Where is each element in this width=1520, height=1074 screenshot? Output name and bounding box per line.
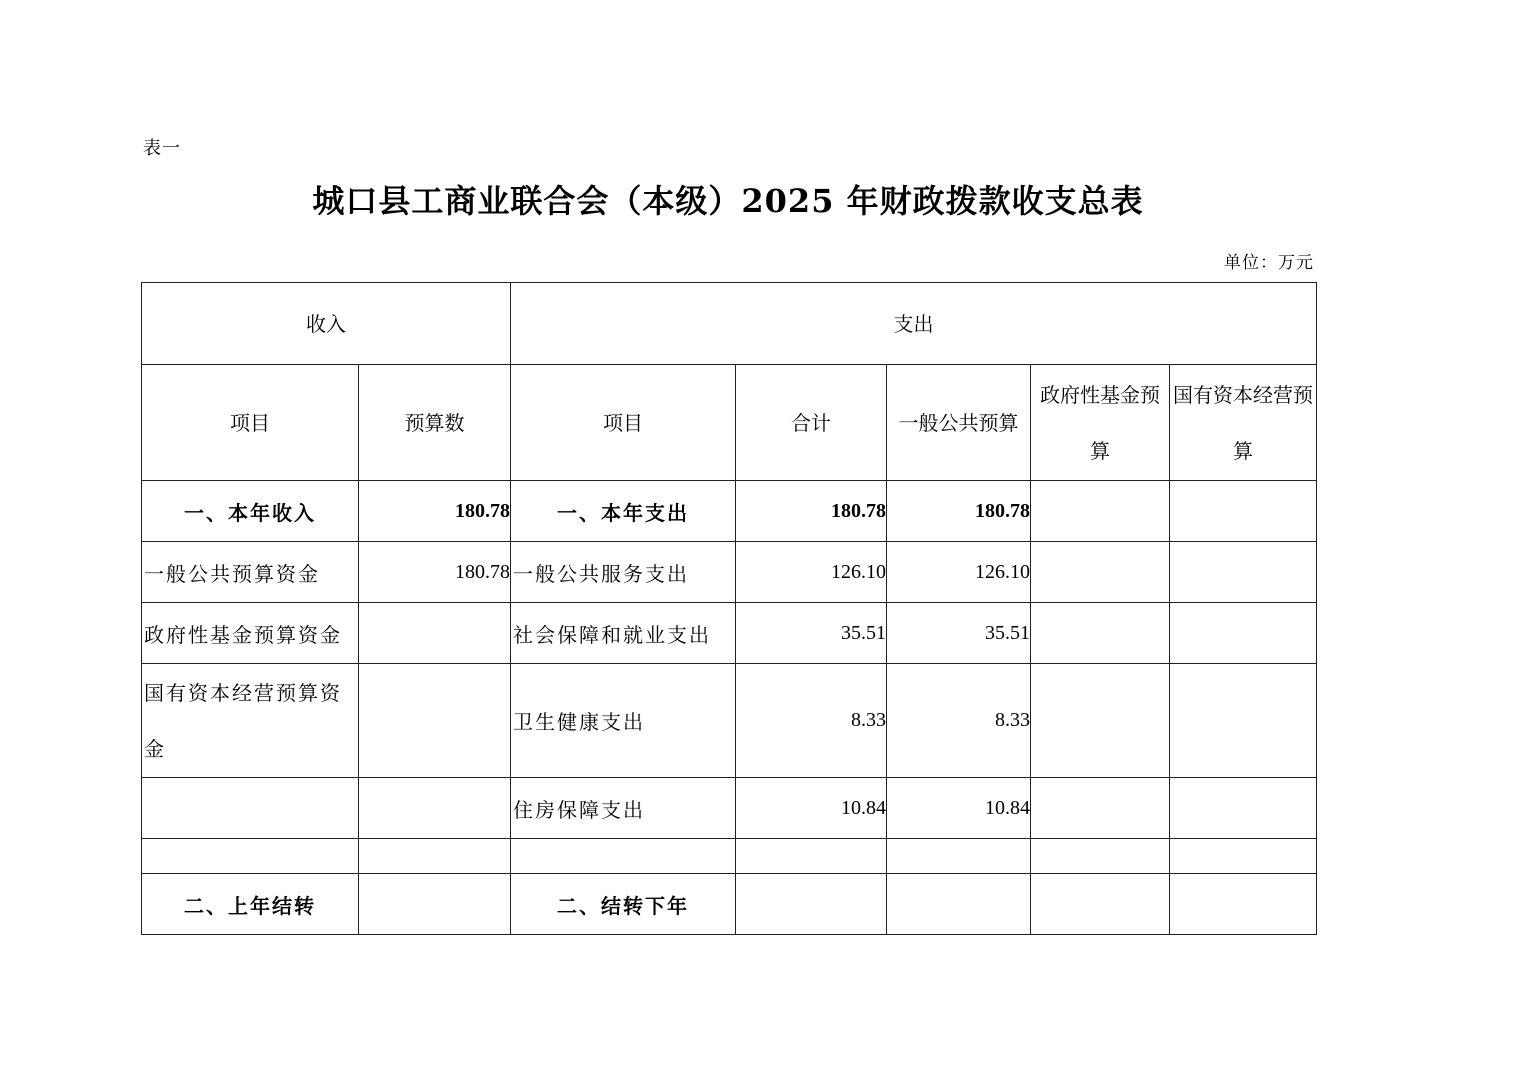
expense-item-cell: 一般公共服务支出 <box>511 542 736 603</box>
total-header: 合计 <box>736 365 887 481</box>
income-item-cell: 一般公共预算资金 <box>142 542 359 603</box>
gov-fund-cell <box>1031 874 1170 935</box>
page-title: 城口县工商业联合会（本级）2025 年财政拨款收支总表 <box>312 182 1144 220</box>
income-item-cell: 政府性基金预算资金 <box>142 603 359 664</box>
general-cell: 126.10 <box>887 542 1031 603</box>
gov-fund-cell <box>1031 664 1170 778</box>
header-row-columns <box>142 365 1317 481</box>
income-value-cell <box>359 839 511 874</box>
expense-item-cell: 社会保障和就业支出 <box>511 603 736 664</box>
table-label: 表一 <box>143 138 181 159</box>
state-capital-cell <box>1170 839 1317 874</box>
unit-label: 单位：万元 <box>1224 253 1314 273</box>
income-value-cell <box>359 778 511 839</box>
income-value-cell: 180.78 <box>359 481 511 542</box>
total-cell: 10.84 <box>736 778 887 839</box>
table-row <box>142 664 1317 778</box>
table-row <box>142 481 1317 542</box>
income-value-cell <box>359 603 511 664</box>
state-capital-cell <box>1170 542 1317 603</box>
income-item-cell: 一、本年收入 <box>142 481 359 542</box>
income-header: 收入 <box>142 283 511 365</box>
income-value-cell <box>359 664 511 778</box>
state-capital-cell <box>1170 603 1317 664</box>
total-cell: 180.78 <box>736 481 887 542</box>
income-item-cell <box>142 839 359 874</box>
expense-item-cell <box>511 839 736 874</box>
income-item-cell: 二、上年结转 <box>142 874 359 935</box>
state-capital-cell <box>1170 874 1317 935</box>
income-item-cell <box>142 778 359 839</box>
income-value-cell <box>359 874 511 935</box>
expense-item-cell: 二、结转下年 <box>511 874 736 935</box>
expense-item-cell: 一、本年支出 <box>511 481 736 542</box>
general-cell <box>887 839 1031 874</box>
table-row <box>142 874 1317 935</box>
gov-fund-cell <box>1031 481 1170 542</box>
general-cell: 180.78 <box>887 481 1031 542</box>
general-cell: 35.51 <box>887 603 1031 664</box>
income-budget-header: 预算数 <box>359 365 511 481</box>
general-cell <box>887 874 1031 935</box>
general-cell: 10.84 <box>887 778 1031 839</box>
table-row <box>142 542 1317 603</box>
income-value-cell: 180.78 <box>359 542 511 603</box>
state-capital-cell <box>1170 664 1317 778</box>
gov-fund-cell <box>1031 778 1170 839</box>
gov-fund-cell <box>1031 542 1170 603</box>
expense-item-cell: 住房保障支出 <box>511 778 736 839</box>
total-cell: 8.33 <box>736 664 887 778</box>
budget-table <box>141 282 1317 935</box>
expense-header: 支出 <box>511 283 1317 365</box>
table-row <box>142 778 1317 839</box>
total-cell <box>736 874 887 935</box>
header-row-group <box>142 283 1317 365</box>
general-cell: 8.33 <box>887 664 1031 778</box>
total-cell: 35.51 <box>736 603 887 664</box>
income-item-cell: 国有资本经营预算资金 <box>142 664 359 778</box>
gov-fund-cell <box>1031 839 1170 874</box>
table-row <box>142 603 1317 664</box>
expense-item-cell: 卫生健康支出 <box>511 664 736 778</box>
state-capital-budget-header: 国有资本经营预算 <box>1170 365 1317 481</box>
income-item-header: 项目 <box>142 365 359 481</box>
gov-fund-budget-header: 政府性基金预算 <box>1031 365 1170 481</box>
state-capital-cell <box>1170 481 1317 542</box>
expense-item-header: 项目 <box>511 365 736 481</box>
gov-fund-cell <box>1031 603 1170 664</box>
state-capital-cell <box>1170 778 1317 839</box>
general-budget-header: 一般公共预算 <box>887 365 1031 481</box>
total-cell <box>736 839 887 874</box>
total-cell: 126.10 <box>736 542 887 603</box>
table-row <box>142 839 1317 874</box>
